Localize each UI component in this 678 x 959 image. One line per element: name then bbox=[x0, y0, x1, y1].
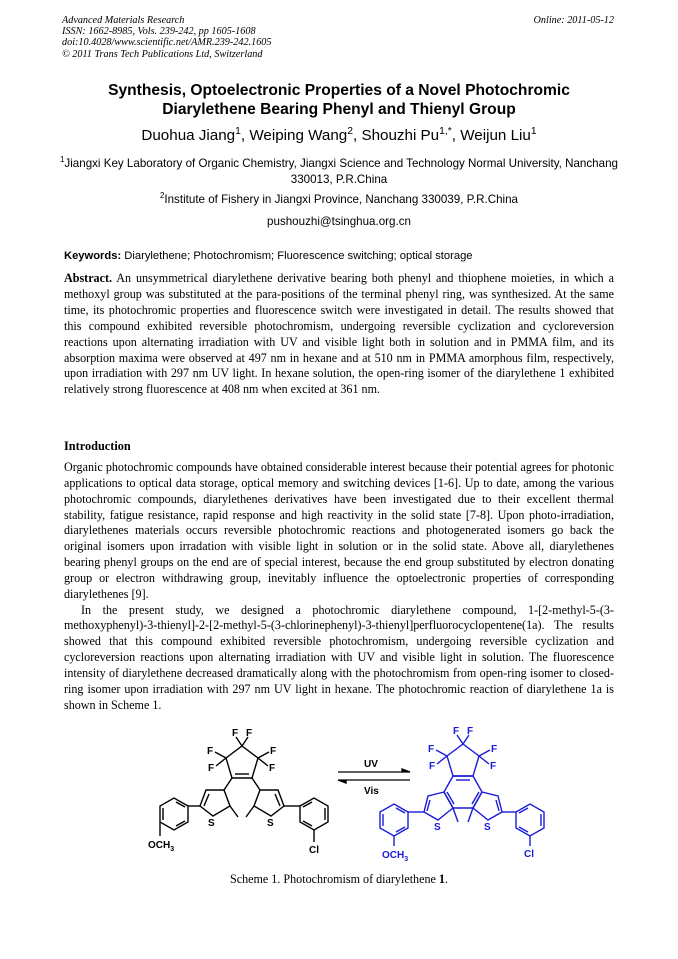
affiliation-text: Jiangxi Key Laboratory of Organic Chemistry, Jiangxi Science and Technology Normal University, Nanchang 330013, P.R.China bbox=[64, 157, 618, 186]
sulfur-label: S bbox=[267, 818, 274, 829]
vis-arrow-label: Vis bbox=[364, 786, 379, 797]
introduction-heading: Introduction bbox=[64, 439, 131, 453]
journal-header bbox=[62, 15, 271, 60]
fluorine-label: F bbox=[467, 726, 474, 737]
abstract-label: Abstract. bbox=[64, 271, 113, 285]
author-affiliation-mark: 1,* bbox=[439, 125, 452, 137]
fluorine-label: F bbox=[453, 726, 460, 737]
doi-line: doi:10.4028/www.scientific.net/AMR.239-242.1605 bbox=[62, 37, 272, 49]
affiliation-mark: 1 bbox=[60, 155, 65, 165]
abstract bbox=[64, 271, 614, 398]
methoxy-label: $OCH_3$ bbox=[148, 840, 175, 853]
sulfur-label: S bbox=[434, 822, 441, 833]
caption-text: Scheme 1. Photochromism of diarylethene bbox=[230, 872, 439, 886]
keywords-label: Keywords: bbox=[64, 250, 122, 262]
closed-ring-labels bbox=[382, 726, 534, 863]
author-name: , Weiping Wang bbox=[240, 127, 348, 144]
fluorine-label: F bbox=[490, 761, 497, 772]
title-line-1: Synthesis, Optoelectronic Properties of a Novel Photochromic bbox=[108, 82, 570, 99]
introduction-paragraph-2: In the present study, we designed a photochromic diarylethene compound, 1-[2-methyl-5-(3-methoxyphenyl)-3-thienyl]-2-[2-methyl-5-(3-chlorinephenyl)-3-thienyl]perfluorocyclopentene(1a). The results showed that this compound exhibited reversible photochromism, undergoing reversible cyclization and cycloreversion reactions upon alternating irradiation with UV and visible light in solution. The fluorescence intensity of diarylethene decreased dramatically along with the photochromism from open-ring isomer to closed-ring isomer upon irradiation with 297 nm UV light in hexane. The photochromic reaction of diarylethene 1a is shown in Scheme 1. bbox=[64, 602, 614, 712]
fluorine-label: F bbox=[246, 728, 253, 739]
affiliation-1 bbox=[58, 156, 620, 188]
paper-title bbox=[40, 81, 638, 119]
online-date: Online: 2011-05-12 bbox=[533, 15, 614, 26]
author-affiliation-mark: 2 bbox=[347, 125, 353, 137]
fluorine-label: F bbox=[491, 744, 498, 755]
methoxy-label: $OCH_3$ bbox=[382, 850, 409, 863]
abstract-text: An unsymmetrical diarylethene derivative bearing both phenyl and thiophene moieties, in which a methoxyl group was substituted at the para-positions of the terminal phenyl ring, was synthesized. At the same time, its photochromic properties and fluorescence switch were investigated in detail. The results showed that this compound exhibited reversible photochromism, undergoing reversible cyclization and cycloreversion reactions upon alternating irradiation with UV and visible light both in solution and in PMMA film, and its absorption maxima were observed at 497 nm in hexane and at 510 nm in PMMA amorphous film, respectively, upon irradiation with 297 nm UV light. In hexane solution, the open-ring isomer of the diarylethene 1 exhibited relatively strong fluorescence at 408 nm when excited at 361 nm. bbox=[64, 271, 614, 397]
keywords bbox=[64, 250, 473, 262]
chloro-label: Cl bbox=[309, 845, 319, 856]
author-affiliation-mark: 1 bbox=[235, 125, 241, 137]
uv-arrow-label: UV bbox=[364, 759, 378, 770]
affiliation-mark: 2 bbox=[160, 191, 165, 201]
copyright-line: © 2011 Trans Tech Publications Ltd, Switzerland bbox=[62, 48, 263, 60]
corresponding-email: pushouzhi@tsinghua.org.cn bbox=[267, 215, 411, 228]
author-name: Duohua Jiang bbox=[141, 127, 236, 144]
title-line-2: Diarylethene Bearing Phenyl and Thienyl Group bbox=[162, 101, 516, 118]
introduction-paragraph-1: Organic photochromic compounds have obtained considerable interest because their potential agrees for photonic applications to optical data storage, optical memory and switching devices [1-6]. Up to date, among the various photochromic compounds, diarylethenes derivatives have been investigated due to their excellent thermal stability, fatigue resistance, rapid response and high reactivity in the solid state [7-8]. Upon photo-irradiation, diarylethenes materials occurs reversible photochromic reactions and photogenerated isomers go back the original isomers upon irradation with visible light in solution or in the solid state. Above all, diarylethenes bearing phenyl groups on the end are of special interest, because the end group substituted by electron donating group or electron withdrawing group, inevitably influence the optoelectronic properties of corresponding diarylethenes [9]. bbox=[64, 460, 614, 601]
open-ring-labels bbox=[148, 728, 319, 856]
author-name: , Weijun Liu bbox=[451, 127, 531, 144]
chloro-label: Cl bbox=[524, 849, 534, 860]
caption-end: . bbox=[444, 872, 448, 886]
closed-ring-isomer bbox=[380, 735, 544, 846]
introduction-body bbox=[64, 460, 614, 714]
fluorine-label: F bbox=[428, 744, 435, 755]
sulfur-label: S bbox=[484, 822, 491, 833]
fluorine-label: F bbox=[429, 761, 436, 772]
journal-name: Advanced Materials Research bbox=[62, 15, 185, 26]
affiliation-2 bbox=[58, 192, 620, 208]
fluorine-label: F bbox=[207, 746, 214, 757]
open-ring-isomer bbox=[160, 737, 328, 842]
fluorine-label: F bbox=[269, 763, 276, 774]
affiliation-text: Institute of Fishery in Jiangxi Province, Nanchang 330039, P.R.China bbox=[164, 193, 518, 206]
fluorine-label: F bbox=[232, 728, 239, 739]
keywords-text: Diarylethene; Photochromism; Fluorescence switching; optical storage bbox=[121, 250, 473, 262]
fluorine-label: F bbox=[270, 746, 277, 757]
caption-compound-number: 1 bbox=[438, 872, 445, 886]
photochromism-scheme bbox=[140, 722, 550, 868]
sulfur-label: S bbox=[208, 818, 215, 829]
reaction-arrows bbox=[338, 769, 410, 783]
issn-line: ISSN: 1662-8985, Vols. 239-242, pp 1605-1608 bbox=[62, 26, 256, 38]
author-affiliation-mark: 1 bbox=[530, 125, 537, 137]
author-name: , Shouzhi Pu bbox=[353, 127, 440, 144]
scheme-caption bbox=[40, 872, 638, 887]
fluorine-label: F bbox=[208, 763, 215, 774]
author-list bbox=[40, 127, 638, 144]
